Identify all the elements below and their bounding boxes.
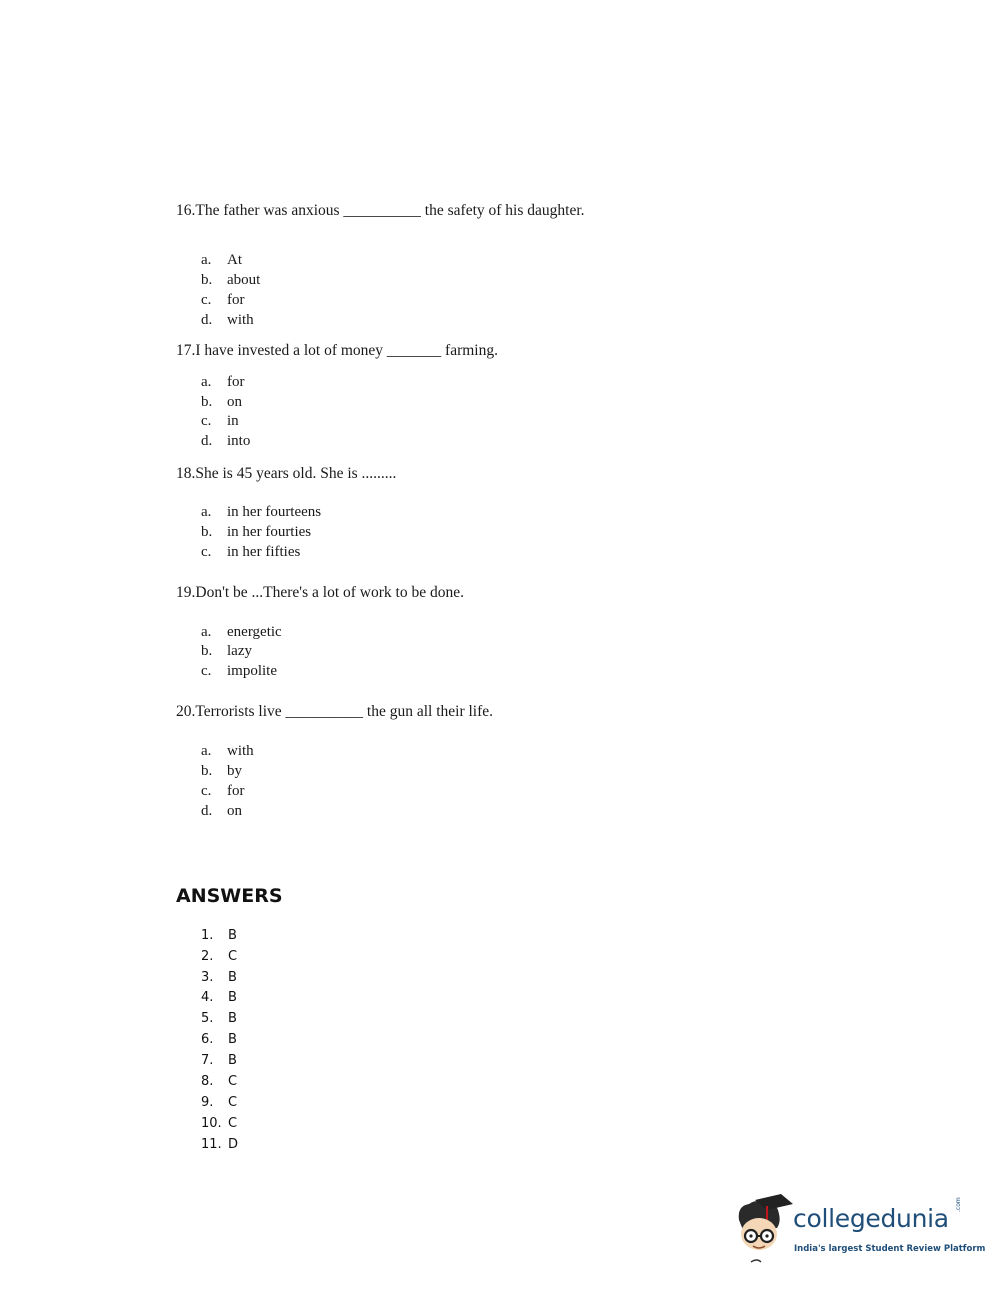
answer-item: 10. C	[201, 1116, 238, 1131]
collegedunia-logo	[733, 1192, 986, 1267]
question-19: 19.Don't be ...There's a lot of work to be done.	[176, 584, 464, 601]
answer-item: 8. C	[201, 1074, 238, 1089]
answer-item: 7. B	[201, 1053, 237, 1068]
option: a. with	[201, 743, 254, 759]
answers-heading: ANSWERS	[176, 885, 283, 907]
option: b. lazy	[201, 643, 252, 659]
answer-item: 9. C	[201, 1095, 238, 1110]
option: a. At	[201, 252, 242, 268]
option: b. about	[201, 272, 261, 288]
option: b. by	[201, 763, 242, 779]
question-18: 18.She is 45 years old. She is .........	[176, 465, 397, 482]
option: a. for	[201, 374, 245, 390]
option: b. on	[201, 394, 242, 410]
option: b. in her fourties	[201, 524, 312, 540]
question-17: 17.I have invested a lot of money _______ farming.	[176, 342, 498, 359]
answer-item: 2. C	[201, 949, 238, 964]
option: d. on	[201, 803, 242, 819]
option: a. energetic	[201, 624, 282, 640]
option: c. in her fifties	[201, 544, 301, 560]
option: c. in	[201, 413, 239, 429]
question-20: 20.Terrorists live __________ the gun all their life.	[176, 703, 494, 720]
option: a. in her fourteens	[201, 504, 322, 520]
answer-item: 6. B	[201, 1032, 237, 1047]
answer-item: 5. B	[201, 1011, 237, 1026]
answer-item: 11. D	[201, 1137, 239, 1152]
logo-tagline: India's largest Student Review Platform	[794, 1244, 986, 1254]
option: d. into	[201, 433, 251, 449]
answer-item: 1. B	[201, 928, 237, 943]
option: c. impolite	[201, 663, 277, 679]
mascot-icon	[733, 1192, 793, 1267]
question-16: 16.The father was anxious __________ the safety of his daughter.	[176, 202, 585, 219]
answer-item: 4. B	[201, 990, 237, 1005]
option: c. for	[201, 783, 245, 799]
option: d. with	[201, 312, 254, 328]
logo-wordmark: collegedunia	[793, 1204, 949, 1233]
logo-dotcom: .com	[955, 1197, 962, 1212]
option: c. for	[201, 292, 245, 308]
answer-item: 3. B	[201, 970, 237, 985]
